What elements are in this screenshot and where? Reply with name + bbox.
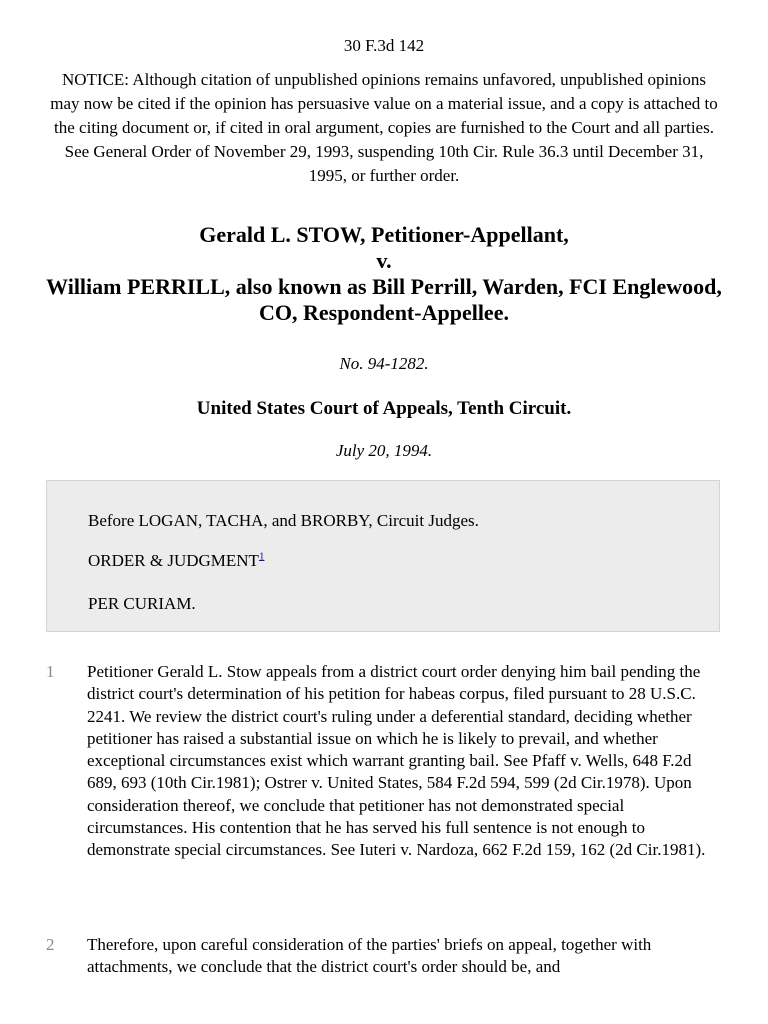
respondent-name: William PERRILL, also known as Bill Perrill, Warden, FCI Englewood, CO, Respondent-Appellee.	[46, 274, 722, 325]
case-citation: 30 F.3d 142	[343, 36, 425, 55]
docket-number: No. 94-1282.	[339, 354, 429, 373]
paragraph-number: 2	[46, 935, 55, 954]
publication-notice: NOTICE: Although citation of unpublished opinions remains unfavored, unpublished opinions may now be cited if the opinion has persuasive value on a material issue, and a copy is attached to the citing document or, if cited in oral argument, copies are furnished to the Court and all parties. See General Order of November 29, 1993, suspending 10th Cir. Rule 36.3 until December 31, 1995, or further order.	[50, 70, 718, 185]
per-curiam-line: PER CURIAM.	[88, 594, 196, 613]
decision-date: July 20, 1994.	[335, 441, 433, 460]
paragraph-number: 1	[46, 662, 55, 681]
paragraph-text: Therefore, upon careful consideration of the parties' briefs on appeal, together with attachments, we conclude that the district court's order should be, and	[87, 935, 652, 977]
order-judgment-line	[88, 550, 264, 572]
order-judgment-label: ORDER & JUDGMENT	[88, 551, 259, 570]
footnote-1-link[interactable]: 1	[258, 550, 265, 563]
petitioner-name: Gerald L. STOW, Petitioner-Appellant,	[199, 222, 569, 247]
paragraph-text: Petitioner Gerald L. Stow appeals from a district court order denying him bail pending the district court's determination of his petition for habeas corpus, filed pursuant to 28 U.S.C. 2241. We review the district court's ruling under a deferential standard, deciding whether petitioner has raised a substantial issue on which he is likely to prevail, and whether exceptional circumstances exist which warrant granting bail. See Pfaff v. Wells, 648 F.2d 689, 693 (10th Cir.1981); Ostrer v. United States, 584 F.2d 594, 599 (2d Cir.1978). Upon consideration thereof, we conclude that petitioner has not demonstrated special circumstances. His contention that he has served his full sentence is not enough to demonstrate special circumstances. See Iuteri v. Nardoza, 662 F.2d 159, 162 (2d Cir.1981).	[87, 662, 706, 860]
case-caption	[40, 222, 728, 326]
preliminary-box	[46, 480, 720, 632]
court-name: United States Court of Appeals, Tenth Circuit.	[196, 398, 572, 419]
versus-label: v.	[376, 248, 392, 273]
judges-line: Before LOGAN, TACHA, and BRORBY, Circuit Judges.	[88, 511, 479, 530]
